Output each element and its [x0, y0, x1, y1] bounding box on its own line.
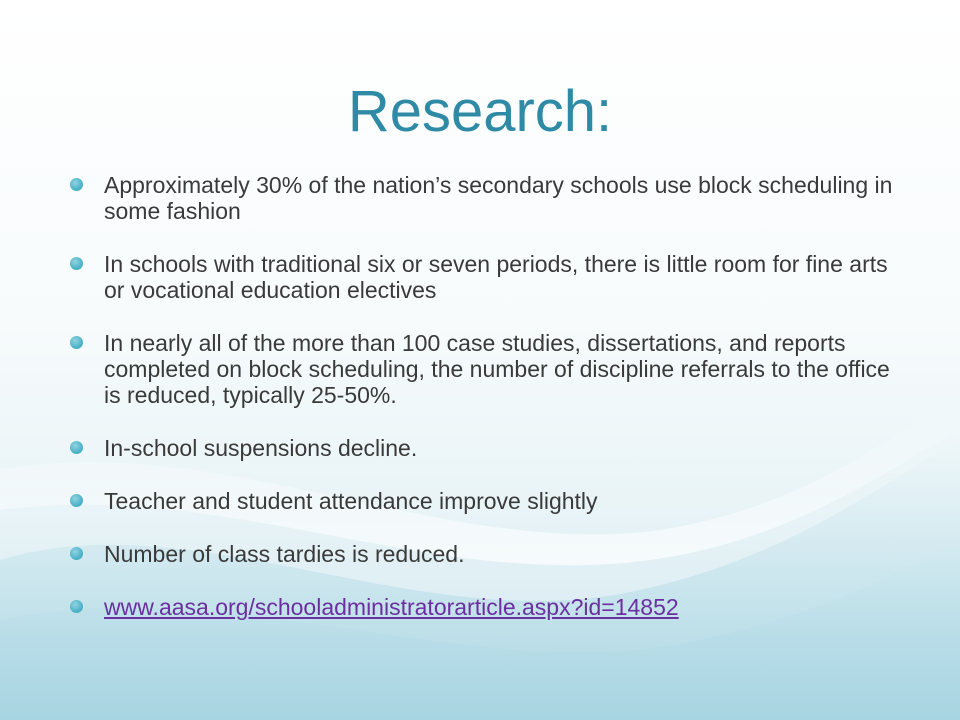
- bullet-text: In-school suspensions decline.: [104, 435, 418, 461]
- bullet-dot-icon: [70, 257, 83, 270]
- bullet-dot-icon: [70, 336, 83, 349]
- bullet-dot-icon: [70, 178, 83, 191]
- bullet-list: [68, 172, 898, 620]
- list-item: [68, 488, 898, 514]
- bullet-dot-icon: [70, 600, 83, 613]
- bullet-dot-icon: [70, 547, 83, 560]
- bullet-text: Approximately 30% of the nation’s secondary schools use block scheduling in some fashion: [104, 172, 893, 224]
- bullet-dot-icon: [70, 494, 83, 507]
- bullet-text: In schools with traditional six or seven periods, there is little room for fine arts or vocational education electives: [104, 251, 888, 303]
- list-item: [68, 330, 898, 408]
- bullet-text: Number of class tardies is reduced.: [104, 541, 465, 567]
- list-item: [68, 435, 898, 461]
- list-item: [68, 172, 898, 224]
- bullet-text: In nearly all of the more than 100 case studies, dissertations, and reports completed on block scheduling, the number of discipline referrals to the office is reduced, typically 25-50%.: [104, 330, 890, 408]
- list-item: [68, 251, 898, 303]
- list-item: [68, 541, 898, 567]
- slide-title: Research:: [347, 79, 613, 144]
- bullet-dot-icon: [70, 441, 83, 454]
- source-link[interactable]: www.aasa.org/schooladministratorarticle.aspx?id=14852: [104, 594, 679, 620]
- list-item: [68, 594, 898, 620]
- bullet-text: Teacher and student attendance improve slightly: [104, 488, 598, 514]
